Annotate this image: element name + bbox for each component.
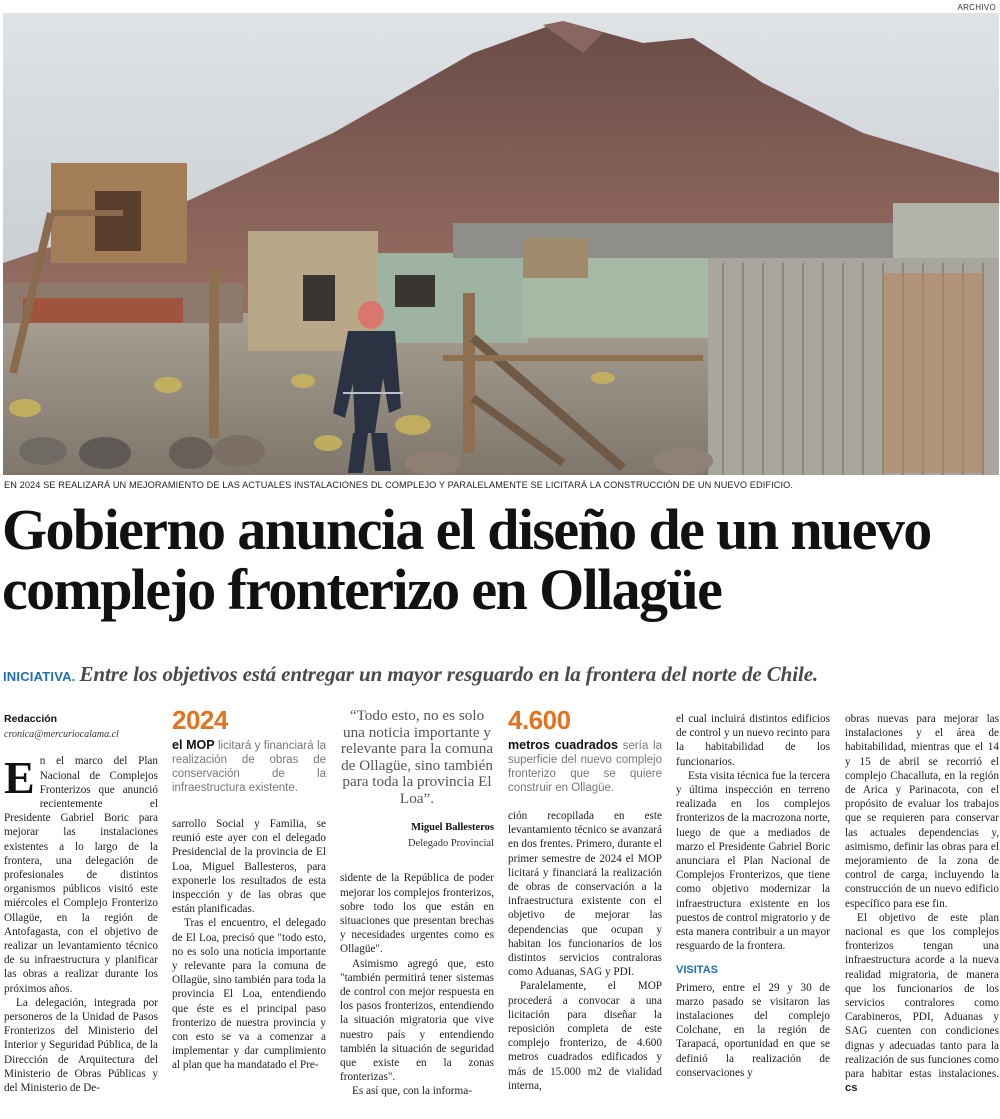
article-column-5 (676, 712, 830, 1080)
deck-text: Entre los objetivos está entregar un mayor resguardo en la frontera del norte de Chile. (79, 662, 819, 686)
paragraph: La delegación, integrada por personeros de la Unidad de Pasos Fronterizos del Ministerio del Interior y Seguridad Pública, de la Dirección de Arquitectura del Ministerio de Obras Públicas y del Ministerio de De- (4, 996, 158, 1095)
paragraph: En el marco del Plan Nacional de Complejos Fronterizos que anunció recientemente el Presidente Gabriel Boric para mejorar las instalaciones existentes a lo largo de la frontera, una delegación de profesionales de distintos organismos públicos visitó este miércoles el Complejo Fronterizo Ollagüe, en la región de Antofagasta, con el objetivo de realizar un levantamiento técnico de su infraestructura y planificar las obras a realizar durante los próximos años. (4, 752, 158, 995)
article-column-6 (845, 712, 999, 1095)
pull-quote (340, 708, 494, 851)
headline: Gobierno anuncia el diseño de un nuevo complejo fronterizo en Ollagüe (2, 497, 931, 622)
byline-author: Redacción (4, 713, 58, 725)
paragraph: obras nuevas para mejorar las instalaciones y el área de habitabilidad, mientras que el 14 y 15 de abril se recorrió el complejo Chacalluta, en la región de Arica y Parinacota, con el propósito de evaluar los trabajos que se requieren para conservar las actuales dependencias y, asimismo, definir las obras para el mejoramiento de la zona de control de carga, incluyendo la construcción de un nuevo edificio específico para ese fin. (845, 713, 999, 910)
paragraph: Primero, entre el 29 y 30 de marzo pasado se visitaron las instalaciones del complejo Colchane, en la región de Tarapacá, oportunidad en que se definió la realización de conservaciones y (676, 981, 830, 1079)
article-column-3 (340, 708, 494, 1099)
fact-text: el MOP licitará y financiará la realización de obras de conservación de la infraestructura existente. (172, 738, 326, 794)
article-column-1 (4, 712, 158, 1095)
end-mark: cs (845, 1082, 858, 1095)
article-column-4 (508, 706, 662, 1093)
photo-credit: ARCHIVO (957, 3, 996, 12)
paragraph: Es así que, con la informa- (352, 1085, 472, 1098)
article-column-2 (172, 706, 326, 1073)
fact-number: 4.600 (508, 705, 571, 735)
paragraph: sidente de la República de poder mejorar los complejos fronterizos, sobre todo los que están en situaciones que presentan brechas y necesidades urgentes como es Ollagüe". (340, 872, 494, 956)
fact-box-2024 (172, 706, 326, 795)
byline-email: cronica@mercuriocalama.cl (4, 729, 119, 741)
fact-box-4600 (508, 706, 662, 795)
quote-author: Miguel Ballesteros (411, 822, 494, 833)
dek (3, 662, 999, 687)
paragraph: Tras el encuentro, el delegado de El Loa, precisó que "todo esto, no es solo una noticia importante y relevante para la comuna de Ollagüe, sino también para toda la provincia El Loa, entendiendo que éste es el principal paso fronterizo de nuestra provincia y con esto se va a comenzar a implementar y dar cumplimiento al plan que ha mandatado el Pre- (172, 917, 326, 1072)
fact-number: 2024 (172, 705, 228, 735)
drop-cap: E (4, 752, 35, 804)
paragraph: sarrollo Social y Familia, se reunió este ayer con el delegado Presidencial de la provincia de El Loa, Miguel Ballesteros, para exponerle los resultados de esta inspección y de las obras que están planificadas. (172, 818, 326, 916)
subhead-visitas: VISITAS (676, 964, 718, 977)
photo-caption: EN 2024 SE REALIZARÁ UN MEJORAMIENTO DE LAS ACTUALES INSTALACIONES DL COMPLEJO Y PARALELAMENTE SE LICITARÁ LA CONSTRUCCIÓN DE UN NUEVO EDIFICIO. (4, 480, 794, 490)
paragraph: Paralelamente, el MOP procederá a convocar a una licitación para diseñar la reposición completa de este complejo fronterizo, de 4.600 metros cuadrados edificados y más de 15.000 m2 de vialidad interna, (508, 980, 662, 1092)
quote-text: “Todo esto, no es solo una noticia importante y relevante para la comuna de Ollagüe, sino también para toda la provincia El Loa”. (340, 707, 494, 807)
paragraph: Esta visita técnica fue la tercera y última inspección en terreno realizada en los complejos fronterizos de la macrozona norte, luego de que a mediados de marzo el Presidente Gabriel Boric anunciara el Plan Nacional de Complejos Fronterizos, que tiene como objetivo modernizar la infraestructura existente en los puestos de control migratorio y de esta manera contribuir a un mayor resguardo de la frontera. (676, 769, 830, 953)
paragraph: El objetivo de este plan nacional es que los complejos fronterizos tengan una infraestructura acorde a la nueva realidad migratoria, de manera que los funcionarios de los servicios contralores como Carabineros, PDI, Aduanas y SAG cuenten con condiciones dignas y adecuadas tanto para la realización de sus funciones como para habitar estas instalaciones. cs (845, 911, 999, 1095)
section-tag: INICIATIVA. (3, 669, 76, 684)
paragraph: ción recopilada en este levantamiento técnico se avanzará en dos frentes. Primero, durante el primer semestre de 2024 el MOP licitará y financiará la realización de obras de conservación a la infraestructura existente con el objetivo de mejorar las dependencias que ocupan y habitan los funcionarios de los distintos servicios contraloras como Aduanas, SAG y PDI. (508, 810, 662, 979)
quote-role: Delegado Provincial (407, 838, 494, 850)
paragraph: el cual incluirá distintos edificios de control y un nuevo recinto para la habitabilidad de los funcionarios. (676, 713, 830, 768)
paragraph: Asimismo agregó que, esto "también permitirá tener sistemas de control con mejor respuesta en los pasos fronterizos, entendiendo la situación migratoria que vive nuestro país y entendiendo también la situación de seguridad que existe en la zonas fronterizas". (340, 957, 494, 1084)
fact-text: metros cuadrados sería la superficie del nuevo complejo fronterizo que se quiere construir en Ollagüe. (508, 738, 662, 794)
article-photo (3, 13, 999, 475)
